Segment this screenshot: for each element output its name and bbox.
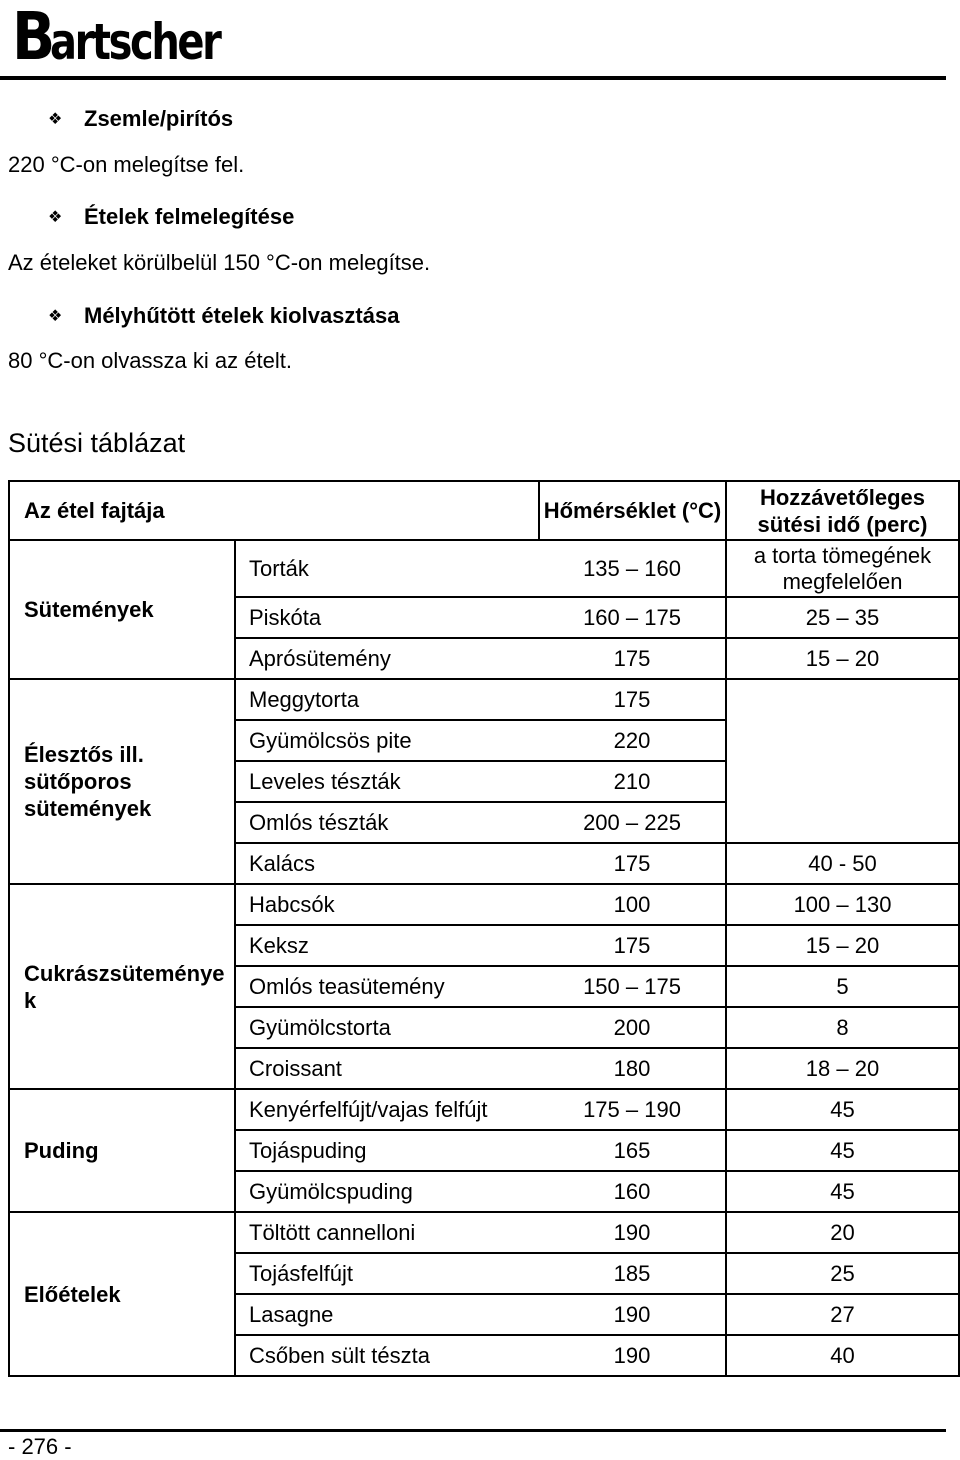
food-cell: Tojásfelfújt: [235, 1253, 539, 1294]
table-header-row: [9, 481, 959, 540]
header-time: Hozzávetőleges sütési idő (perc): [726, 481, 959, 540]
category-cell: Puding: [9, 1089, 235, 1212]
food-cell: Gyümölcsös pite: [235, 720, 539, 761]
time-cell: [726, 679, 959, 720]
temperature-cell: 160: [539, 1171, 726, 1212]
temperature-cell: 175: [539, 843, 726, 884]
time-cell: 8: [726, 1007, 959, 1048]
time-cell: [726, 540, 959, 597]
header-temperature: Hőmérséklet (°C): [539, 481, 726, 540]
food-cell: Piskóta: [235, 597, 539, 638]
diamond-bullet-icon: ❖: [48, 111, 63, 128]
food-cell: Habcsók: [235, 884, 539, 925]
food-cell: Kalács: [235, 843, 539, 884]
diamond-bullet-icon: ❖: [48, 308, 63, 325]
header-category: Az étel fajtája: [9, 481, 235, 540]
temperature-cell: 200 – 225: [539, 802, 726, 843]
header-rule: [0, 76, 946, 80]
food-cell: Gyümölcspuding: [235, 1171, 539, 1212]
food-cell: Csőben sült tészta: [235, 1335, 539, 1376]
time-cell: 18 – 20: [726, 1048, 959, 1089]
time-cell: 45: [726, 1089, 959, 1130]
time-cell: 25 – 35: [726, 597, 959, 638]
temperature-cell: 175: [539, 925, 726, 966]
time-cell: 5: [726, 966, 959, 1007]
food-cell: Meggytorta: [235, 679, 539, 720]
table-row: [9, 1212, 959, 1253]
bullet-zsemle: [48, 106, 233, 132]
section-title: Sütési táblázat: [8, 428, 186, 458]
temperature-cell: 190: [539, 1294, 726, 1335]
bullet-felmelegites: [48, 204, 294, 230]
time-cell: 40 - 50: [726, 843, 959, 884]
time-cell: [726, 761, 959, 802]
food-cell: Gyümölcstorta: [235, 1007, 539, 1048]
diamond-bullet-icon: ❖: [48, 209, 63, 226]
temperature-cell: 100: [539, 884, 726, 925]
food-cell: Omlós tészták: [235, 802, 539, 843]
bullet-title: Zsemle/pirítós: [84, 106, 234, 131]
bullet-kiolvasztas: [48, 303, 399, 329]
category-cell: Cukrászsütemények: [9, 884, 235, 1089]
bullet-title: Ételek felmelegítése: [84, 204, 295, 229]
time-cell: 15 – 20: [726, 925, 959, 966]
time-text: a torta tömegének megfelelően: [753, 542, 932, 594]
food-cell: Keksz: [235, 925, 539, 966]
baking-table: [8, 480, 960, 1377]
food-cell: Aprósütemény: [235, 638, 539, 679]
page-number: - 276 -: [8, 1434, 72, 1459]
time-cell: [726, 802, 959, 843]
logo-letter-b: B: [12, 0, 54, 75]
food-cell: Kenyérfelfújt/vajas felfújt: [235, 1089, 539, 1130]
bartscher-logo: [12, 0, 262, 75]
bullet-text: Az ételeket körülbelül 150 °C-on melegítse.: [8, 250, 431, 275]
category-cell: Sütemények: [9, 540, 235, 679]
table-row: [9, 884, 959, 925]
food-cell: Tojáspuding: [235, 1130, 539, 1171]
food-cell: Torták: [235, 540, 539, 597]
time-cell: 45: [726, 1130, 959, 1171]
temperature-cell: 165: [539, 1130, 726, 1171]
temperature-cell: 175: [539, 679, 726, 720]
temperature-cell: 175 – 190: [539, 1089, 726, 1130]
table-row: [9, 1089, 959, 1130]
bullet-title: Mélyhűtött ételek kiolvasztása: [84, 303, 400, 328]
time-cell: 20: [726, 1212, 959, 1253]
temperature-cell: 190: [539, 1212, 726, 1253]
table-row: [9, 540, 959, 597]
bullet-text: 220 °C-on melegítse fel.: [8, 152, 245, 177]
bullet-text: 80 °C-on olvassza ki az ételt.: [8, 348, 292, 373]
temperature-cell: 200: [539, 1007, 726, 1048]
temperature-cell: 220: [539, 720, 726, 761]
time-cell: [726, 720, 959, 761]
temperature-cell: 175: [539, 638, 726, 679]
food-cell: Leveles tészták: [235, 761, 539, 802]
temperature-cell: 185: [539, 1253, 726, 1294]
temperature-cell: 210: [539, 761, 726, 802]
time-cell: 25: [726, 1253, 959, 1294]
temperature-cell: 150 – 175: [539, 966, 726, 1007]
time-cell: 45: [726, 1171, 959, 1212]
food-cell: Lasagne: [235, 1294, 539, 1335]
food-cell: Omlós teasütemény: [235, 966, 539, 1007]
time-cell: 27: [726, 1294, 959, 1335]
time-cell: 15 – 20: [726, 638, 959, 679]
temperature-cell: 135 – 160: [539, 540, 726, 597]
food-cell: Croissant: [235, 1048, 539, 1089]
time-cell: 100 – 130: [726, 884, 959, 925]
time-cell: 40: [726, 1335, 959, 1376]
footer-rule: [0, 1429, 946, 1432]
temperature-cell: 190: [539, 1335, 726, 1376]
category-cell: Előételek: [9, 1212, 235, 1376]
temperature-cell: 160 – 175: [539, 597, 726, 638]
table-row: [9, 679, 959, 720]
logo-text: artscher: [50, 13, 220, 71]
header-food-blank: [235, 481, 539, 540]
food-cell: Töltött cannelloni: [235, 1212, 539, 1253]
temperature-cell: 180: [539, 1048, 726, 1089]
category-cell: Élesztős ill. sütőporos sütemények: [9, 679, 235, 884]
